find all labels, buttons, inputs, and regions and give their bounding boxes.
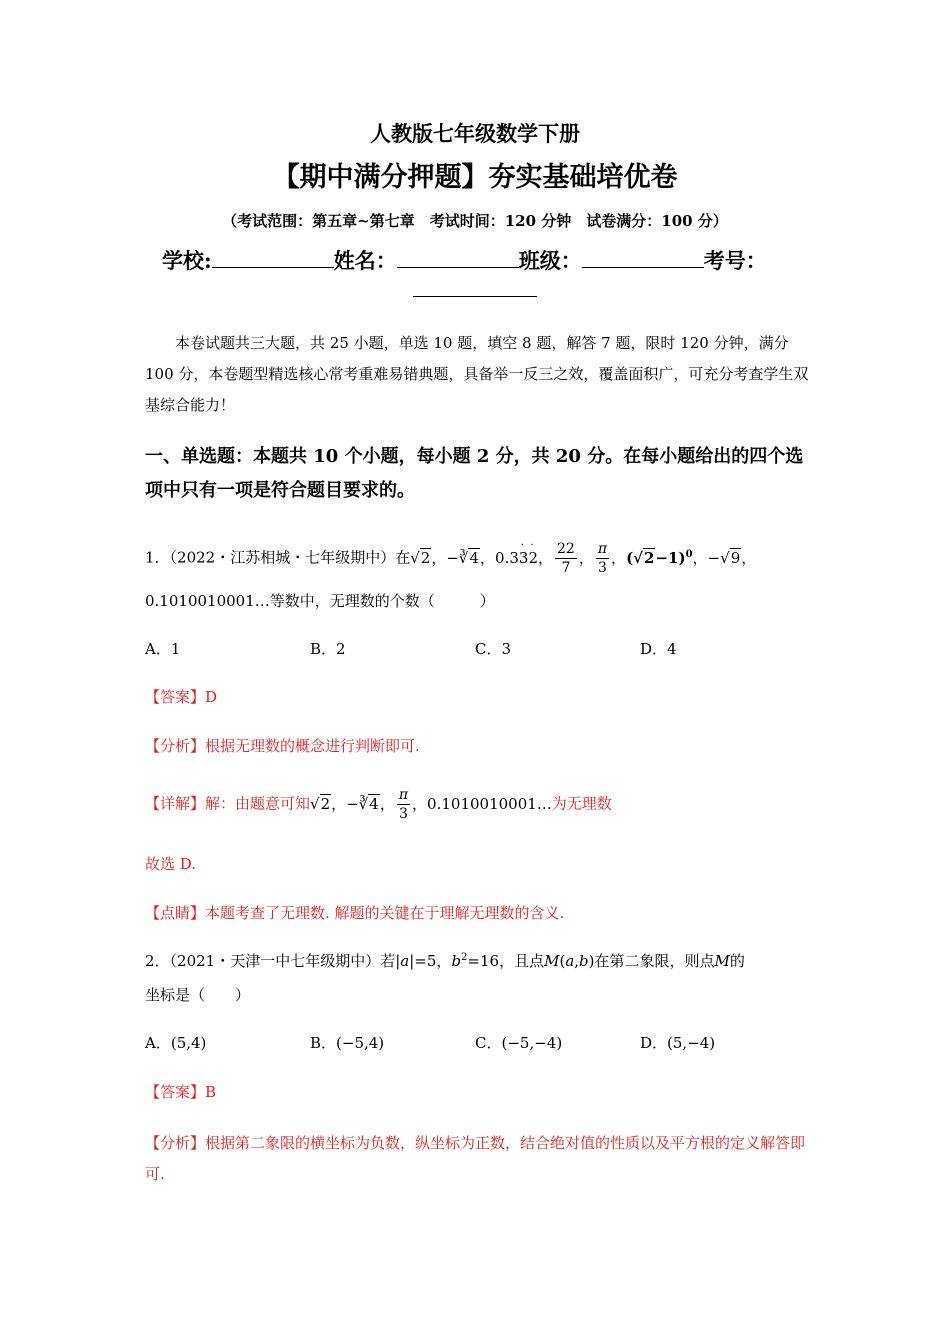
class-blank[interactable] [582, 249, 704, 268]
student-info-line [162, 245, 767, 275]
q2-stem-sep3: 在第二象限，则点 [594, 952, 715, 970]
q1-option-d[interactable]: D．4 [640, 640, 677, 658]
q2-option-a[interactable] [145, 1032, 206, 1053]
q1-answer-label: 【答案】 [145, 688, 206, 706]
q1-detail-label: 【详解】 [145, 794, 206, 813]
q2-stem-sep2: ，且点 [499, 952, 545, 970]
name-label: 姓名： [333, 248, 397, 273]
doc-subtitle: 【期中满分押题】夯实基础培优卷 [272, 162, 678, 193]
q2-option-d-value: (5,−4) [667, 1034, 716, 1052]
number-blank[interactable] [413, 296, 537, 297]
q2-option-a-value: (5,4) [170, 1034, 207, 1052]
q2-math-point: M(a,b) [544, 952, 595, 970]
school-label: 学校: [162, 248, 212, 273]
q2-answer-value: B [205, 1083, 217, 1101]
q2-answer-label: 【答案】 [145, 1083, 206, 1101]
class-label: 班级： [518, 248, 582, 273]
q2-option-b[interactable] [310, 1032, 384, 1053]
q1-detail [145, 786, 612, 823]
q2-analysis-label: 【分析】 [145, 1134, 206, 1152]
q2-option-c-prefix: C． [475, 1034, 502, 1052]
q1-stem-line2: 0.1010010001…等数中，无理数的个数（ ） [145, 592, 495, 610]
q1-math-list: √2，−∛4，0.33 · 2 · ， $\frac{22}{7}$ ， $\frac{\pi}{3}$ ，$(√2-1)^0$，−√9， [410, 539, 757, 576]
q2-math-abs: |a|=5 [395, 952, 437, 970]
q2-stem-line2: 坐标是（ ） [145, 986, 251, 1004]
q2-stem-sep1: ， [436, 952, 452, 970]
q1-comment-text: 本题考查了无理数. 解题的关键在于理解无理数的含义. [205, 904, 565, 922]
intro-paragraph: 本卷试题共三大题，共 25 小题，单选 10 题，填空 8 题，解答 7 题，限时 120 分钟，满分 100 分，本卷题型精选核心常考重难易错典题，具备举一反三之效，覆盖面积广，可充分考查学生双基综合能力！ [145, 334, 809, 414]
q2-option-d[interactable] [640, 1032, 715, 1053]
q2-option-c[interactable] [475, 1032, 562, 1053]
q1-detail-line2: 故选 D. [145, 855, 197, 873]
doc-title: 人教版七年级数学下册 [370, 121, 580, 146]
q2-option-d-prefix: D． [640, 1034, 668, 1052]
q1-option-a[interactable]: A．1 [145, 640, 181, 658]
q2-stem-end: 的 [729, 952, 745, 970]
name-blank[interactable] [397, 249, 519, 268]
q2-option-b-prefix: B． [310, 1034, 337, 1052]
q1-option-b[interactable]: B．2 [310, 640, 346, 658]
q2-option-a-prefix: A． [145, 1034, 171, 1052]
school-blank[interactable] [212, 249, 334, 268]
q2-option-c-value: (−5,−4) [501, 1034, 563, 1052]
q1-answer-value: D [205, 688, 218, 706]
q1-comment-label: 【点睛】 [145, 904, 206, 922]
q2-stem-prefix: 2．（2021・天津一中七年级期中）若 [145, 952, 396, 970]
q2-math-m: M [714, 952, 730, 970]
q2-stem [145, 950, 745, 971]
q1-stem-prefix: 1．（2022・江苏相城・七年级期中）在 [145, 548, 411, 567]
q1-stem [145, 540, 756, 577]
section-heading: 一、单选题：本题共 10 个小题，每小题 2 分，共 20 分。在每小题给出的四个选项中只有一项是符合题目要求的。 [145, 446, 804, 501]
q1-answer [145, 686, 217, 707]
q1-detail-math: √2，−∛4， $\frac{\pi}{3}$ ，0.1010010001… [310, 787, 552, 822]
exam-info: （考试范围：第五章~第七章 考试时间：120 分钟 试卷满分：100 分） [222, 212, 728, 230]
q2-analysis-text: 根据第二象限的横坐标为负数，纵坐标为正数，结合绝对值的性质以及平方根的定义解答即可. [145, 1134, 806, 1183]
q1-detail-suffix: 为无理数 [551, 794, 612, 813]
q2-analysis [145, 1128, 810, 1190]
q1-analysis [145, 735, 420, 756]
q2-math-b2: $b^2=16$ [451, 952, 500, 970]
q2-answer [145, 1081, 216, 1102]
q1-analysis-label: 【分析】 [145, 737, 206, 755]
q1-analysis-text: 根据无理数的概念进行判断即可. [205, 737, 420, 755]
q1-comment [145, 902, 564, 923]
number-label: 考号： [703, 248, 767, 273]
q1-option-c[interactable]: C．3 [475, 640, 512, 658]
q1-detail-prefix: 解：由题意可知 [205, 794, 311, 813]
q2-option-b-value: (−5,4) [336, 1034, 385, 1052]
